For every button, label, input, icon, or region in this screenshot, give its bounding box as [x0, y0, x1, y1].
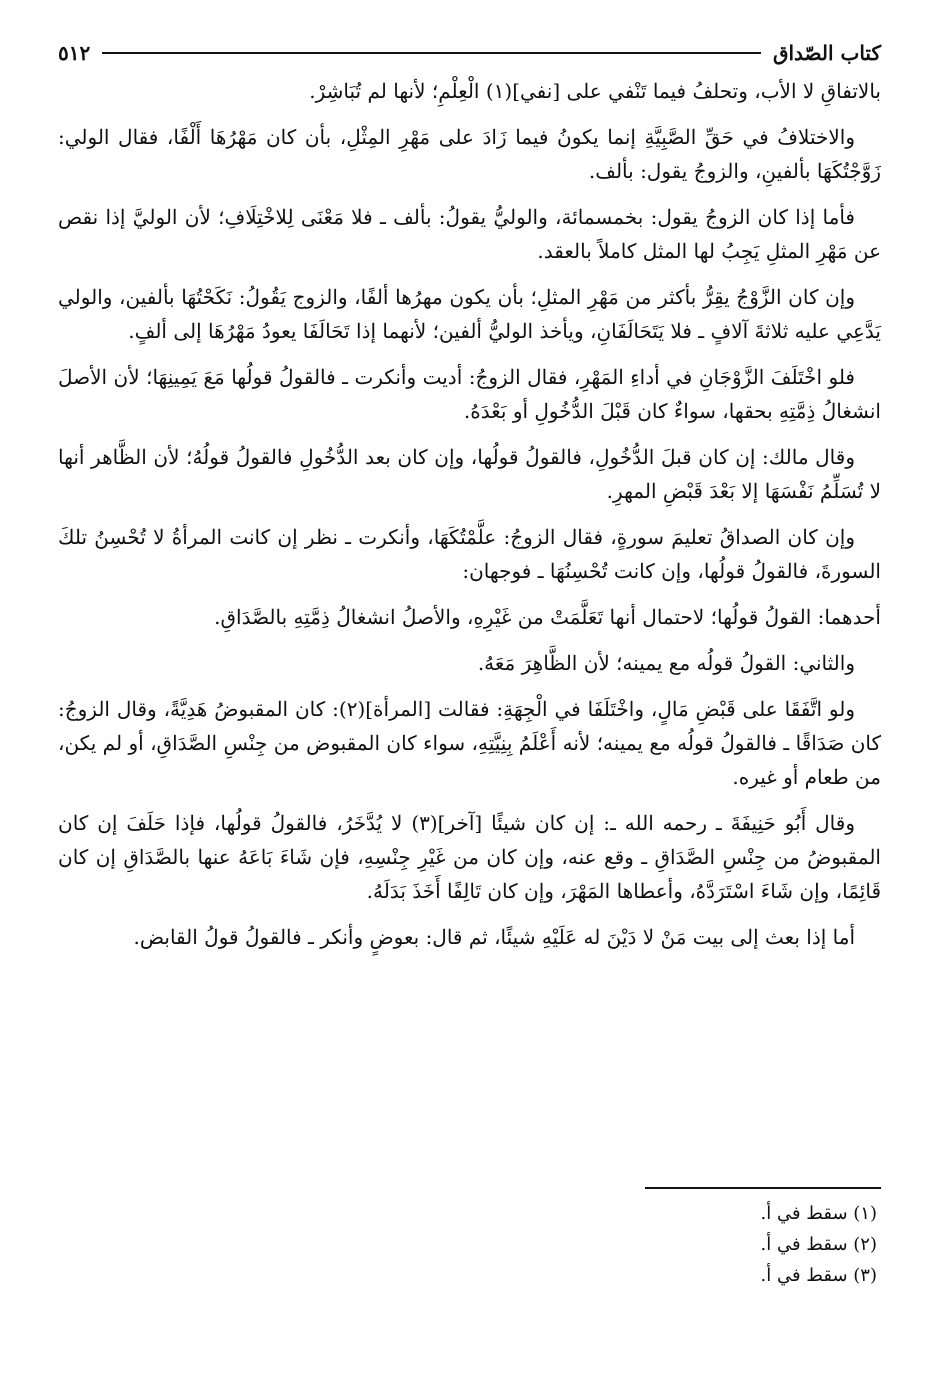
paragraph: وإن كان الزَّوْجُ يقِرُّ بأكثر من مَهْرِ المثلِ؛ بأن يكون مهرُها ألفًا، والزوج يَقُولُ: نَكَحْتُهَا بألفين، والولي يَدَّعِي عليه ثلاثةَ آلافٍ ـ فلا يَتَحَالَفَانِ، ويأخذ الوليُّ ألفين؛ لأنهما إذا تَحَالَفَا يعودُ مَهْرُهَا إلى ألفٍ. — [58, 285, 881, 343]
paragraph: ولو اتَّفَقَا على قَبْضِ مَالٍ، واخْتَلَفَا في الْجِهَةِ: فقالت [المرأة](٢): كان المقبوضُ هَدِيَّةً، وقال الزوجُ: كان صَدَاقًا ـ فالقولُ قولُه مع يمينه؛ لأنه أَعْلَمُ بِنِيَّتِهِ، سواء كان المقبوض من جِنْسِ الصَّدَاقِ، أو لم يكن، من طعام أو غيره. — [58, 697, 881, 789]
paragraph: وقال مالك: إن كان قبلَ الدُّخُولِ، فالقولُ قولُها، وإن كان بعد الدُّخُولِ فالقولُ قولُهُ؛ لأن الظَّاهر أنها لا تُسَلِّمُ نَفْسَهَا إلا بَعْدَ قَبْضِ المهرِ. — [58, 445, 881, 503]
paragraph: وقال أَبُو حَنِيفَةَ ـ رحمه الله ـ: إن كان شيئًا [آخر](٣) لا يُدَّخَرُ، فالقولُ قولُها، فإذا حَلَفَ إن كان المقبوضُ من جِنْسِ الصَّدَاقِ ـ وقع عنه، وإن كان من غَيْرِ جِنْسِهِ، فإن شَاءَ بَاعَهُ عنها بالصَّدَاقِ إن كان قَائِمًا، وإن شَاءَ اسْتَرَدَّهُ، وأعطاها المَهْرَ، وإن كان تَالِفًا أَخَذَ بَدَلَهُ. — [58, 811, 881, 903]
paragraph: وإن كان الصداقُ تعليمَ سورةٍ، فقال الزوجُ: علَّمْتُكَهَا، وأنكرت ـ نظر إن كانت المرأةُ لا تُحْسِنُ تلكَ السورةَ، فالقولُ قولُها، وإن كانت تُحْسِنُهَا ـ فوجهان: — [58, 525, 881, 583]
page-number: ٥١٢ — [58, 41, 91, 65]
footnote: (٢) سقط في أ. — [760, 1234, 877, 1255]
main-text — [58, 74, 881, 966]
footnote: (٣) سقط في أ. — [760, 1265, 877, 1286]
header-rule — [102, 52, 761, 54]
paragraph: والثاني: القولُ قولُه مع يمينه؛ لأن الظَّاهِرَ مَعَهُ. — [477, 651, 855, 675]
footnote: (١) سقط في أ. — [760, 1203, 877, 1224]
paragraph: فلو اخْتَلَفَ الزَّوْجَانِ في أداءِ المَهْرِ، فقال الزوجُ: أديت وأنكرت ـ فالقولُ قولُها مَعَ يَمِينِهَا؛ لأن الأصلَ انشغالُ ذِمَّتِهِ بحقها، سواءٌ كان قَبْلَ الدُّخُولِ أو بَعْدَهُ. — [58, 365, 881, 423]
footnotes — [400, 1198, 877, 1291]
paragraph: أحدهما: القولُ قولُها؛ لاحتمال أنها تَعَلَّمَتْ من غَيْرِهِ، والأصلُ انشغالُ ذِمَّتِهِ بالصَّدَاقِ. — [214, 605, 881, 629]
paragraph: فأما إذا كان الزوجُ يقول: بخمسمائة، والوليُّ يقولُ: بألف ـ فلا مَعْنَى لِلاخْتِلَافِ؛ لأن الوليَّ إذا نقص عن مَهْرِ المثلِ يَجِبُ لها المثل كاملاً بالعقد. — [58, 205, 881, 263]
paragraph: والاختلافُ في حَقِّ الصَّبِيَّةِ إنما يكونُ فيما زَادَ على مَهْرِ المِثْلِ، بأن كان مَهْرُهَا أَلْفًا، فقال الولي: زَوَّجْتُكَهَا بألفينِ، والزوجُ يقول: بألف. — [58, 125, 881, 183]
running-title: كتاب الصّداق — [772, 41, 881, 65]
page-header — [58, 38, 881, 68]
footnote-separator — [645, 1187, 881, 1189]
paragraph: بالاتفاقِ لا الأب، وتحلفُ فيما تَنْفي على [نفي](١) الْعِلْمِ؛ لأنها لم تُبَاشِرْ. — [309, 79, 881, 103]
paragraph: أما إذا بعث إلى بيت مَنْ لا دَيْنَ له عَلَيْهِ شيئًا، ثم قال: بعوضٍ وأنكر ـ فالقولُ قولُ القابض. — [133, 925, 855, 949]
